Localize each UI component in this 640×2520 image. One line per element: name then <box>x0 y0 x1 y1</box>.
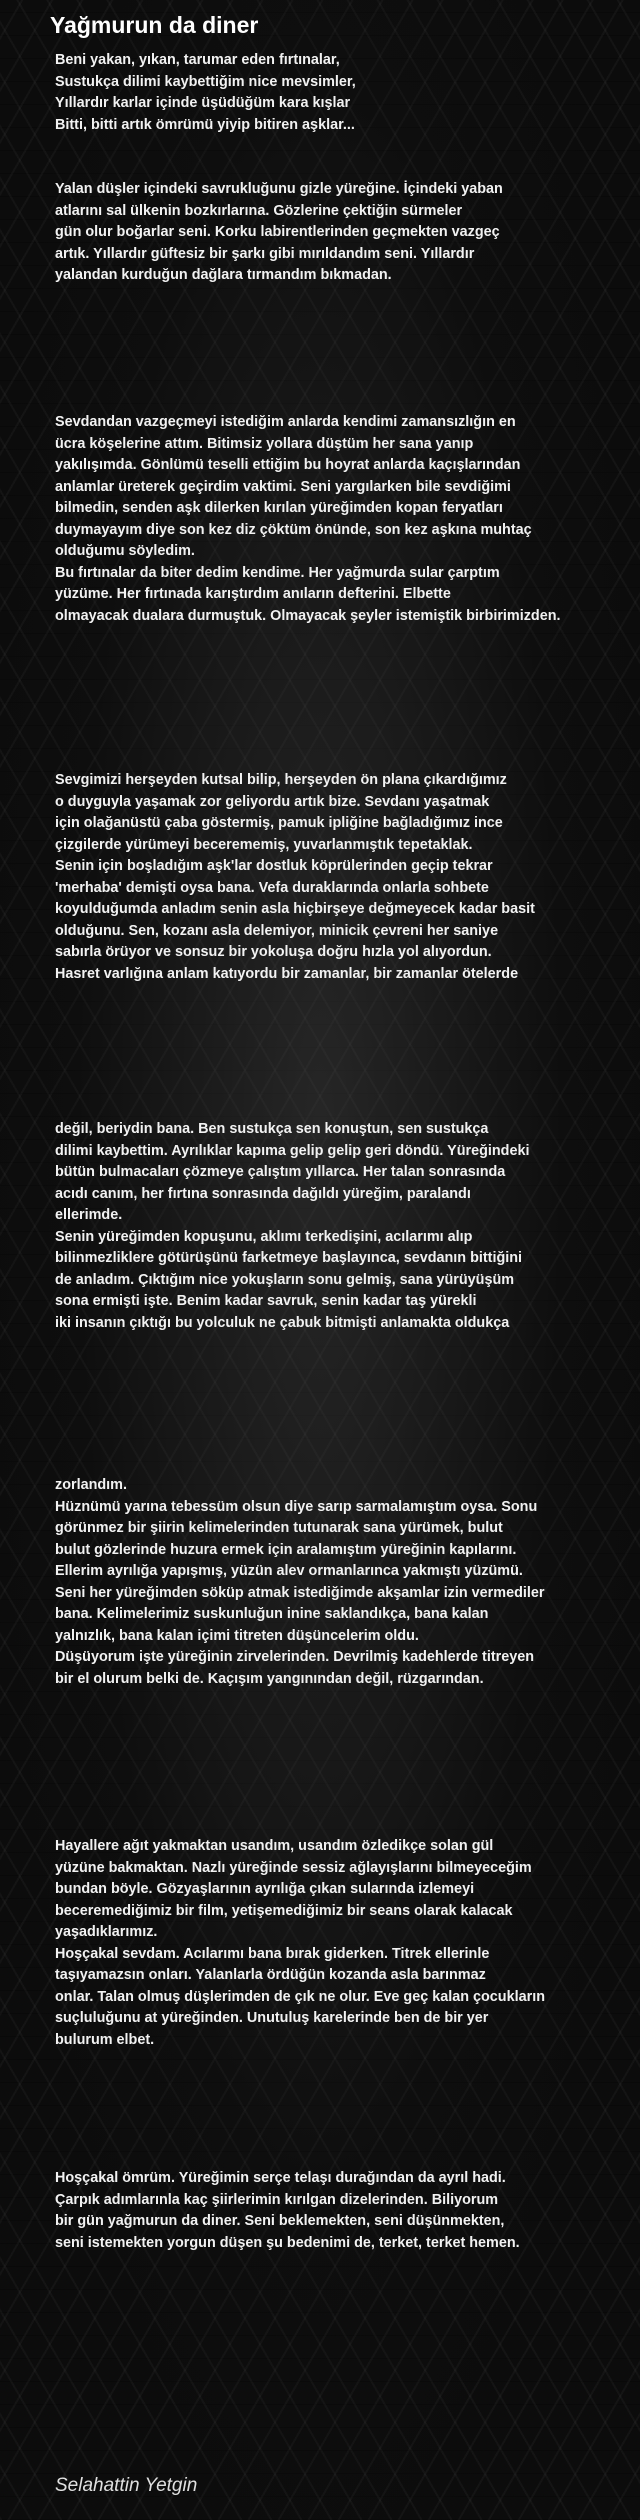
poem-line: Düşüyorum işte yüreğinin zirvelerinden. Devrilmiş kadehlerde titreyen <box>55 1649 535 1665</box>
poem-line: Senin yüreğimden kopuşunu, aklımı terkedişini, acılarımı alıp <box>55 1228 473 1245</box>
poem-line: bir el olurum belki de. Kaçışım yangınından değil, rüzgarından. <box>55 1670 484 1687</box>
poem-line: koyulduğumda anladım senin asla hiçbirşeye değmeyecek kadar basit <box>55 901 535 917</box>
poem-line: bir gün yağmurun da diner. Seni beklemekten, seni düşünmekten, <box>55 2213 505 2229</box>
poem-line: zorlandım. <box>55 1477 127 1493</box>
poem-line: Çarpık adımlarınla kaç şiirlerimin kırılgan dizelerinden. Biliyorum <box>55 2191 499 2208</box>
poem-line: taşıyamazsın onları. Yalanlarla ördüğün kozanda asla barınmaz <box>55 1967 486 1983</box>
poem-line: 'merhaba' demişti oysa bana. Vefa duraklarında onlarla sohbete <box>55 879 489 896</box>
poem-line: görünmez bir şiirin kelimelerinden tutunarak sana yürümek, bulut <box>55 1520 503 1536</box>
poem-line: Hoşçakal ömrüm. Yüreğimin serçe telaşı durağından da ayrıl hadi. <box>55 2170 506 2186</box>
poem-line: Bu fırtınalar da biter dedim kendime. Her yağmurda sular çarptım <box>55 564 500 581</box>
poem-line: o duyguyla yaşamak zor geliyordu artık bize. Sevdanı yaşatmak <box>55 793 490 810</box>
poem-line: ellerimde. <box>55 1207 123 1223</box>
poem-line: seni istemekten yorgun düşen şu bedenimi de, terket, terket hemen. <box>55 2234 520 2251</box>
poem-line: bundan böyle. Gözyaşlarının ayrılığa çıkan sularında izlemeyi <box>55 1881 475 1897</box>
poem-line: Hasret varlığına anlam katıyordu bir zamanlar, bir zamanlar ötelerde <box>55 965 519 982</box>
poem-line: olduğunu. Sen, kozanı asla delemiyor, minicik çevreni her saniye <box>55 922 499 939</box>
poem-line: duymayayım diye son kez diz çöktüm önünde, son kez aşkına muhtaç <box>55 521 532 538</box>
poem-line: için olağanüstü çaba göstermiş, pamuk ipliğine bağladığımız ince <box>55 815 503 831</box>
poem-line: acıdı canım, her fırtına sonrasında dağıldı yüreğim, paralandı <box>55 1185 471 1202</box>
poem-line: bulurum elbet. <box>55 2031 155 2048</box>
poem-line: suçluluğunu at yüreğinden. Unutuluş karelerinde ben de bir yer <box>55 2010 489 2026</box>
poem-line: beceremediğimiz bir film, yetişemediğimiz bir seans olarak kalacak <box>55 1902 513 1919</box>
poem-line: bilmedin, senden aşk dilerken kırılan yüreğimden kopan feryatları <box>55 500 503 516</box>
poem-line: yüzüne bakmaktan. Nazlı yüreğinde sessiz ağlayışlarını bilmeyeceğim <box>55 1859 532 1876</box>
poem-title: Yağmurun da diner <box>50 12 259 38</box>
poem-line: Yalan düşler içindeki savrukluğunu gizle yüreğine. İçindeki yaban <box>55 181 503 197</box>
poem-line: ücra köşelerine attım. Bitimsiz yollara düştüm her sana yanıp <box>55 435 474 452</box>
poem-line: Bitti, bitti artık ömrümü yiyip bitiren aşklar... <box>55 116 355 133</box>
poem-line: yakılışımda. Gönlümü teselli ettiğim bu hoyrat anlarda kaçışlarından <box>55 457 521 473</box>
poem-line: Seni her yüreğimden söküp atmak istediğimde akşamlar izin vermediler <box>55 1584 545 1601</box>
stanza-6 <box>55 1475 544 1690</box>
poem-line: bana. Kelimelerimiz suskunluğun inine saklandıkça, bana kalan <box>55 1606 489 1622</box>
poem-line: olmayacak dualara durmuştuk. Olmayacak şeyler istemiştik birbirimizden. <box>55 607 561 624</box>
poem-line: sabırla örüyor ve sonsuz bir yokoluşa doğru hızla yol alıyordun. <box>55 944 492 960</box>
poem-line: Senin için boşladığım aşk'lar dostluk köprülerinden geçip tekrar <box>55 858 493 874</box>
poem-line: gün olur boğarlar seni. Korku labirentlerinden geçmekten vazgeç <box>55 224 500 240</box>
poem-line: Ellerim ayrılığa yapışmış, yüzün alev ormanlarınca yakmıştı yüzümü. <box>55 1563 523 1579</box>
poem-line: değil, beriydin bana. Ben sustukça sen konuştun, sen sustukça <box>55 1121 489 1137</box>
stanza-5 <box>55 1119 529 1334</box>
poem-line: dilimi kaybettim. Ayrılıklar kapıma gelip gelip geri döndü. Yüreğindeki <box>55 1142 530 1159</box>
author-signature: Selahattin Yetgin <box>55 2475 198 2496</box>
poem-line: anlamlar üreterek geçirdim vaktimi. Seni yargılarken bile sevdiğimi <box>55 478 511 495</box>
poem-line: artık. Yıllardır güftesiz bir şarkı gibi mırıldandım seni. Yıllardır <box>55 245 475 262</box>
poem-line: de anladım. Çıktığım nice yokuşların sonu gelmiş, sana yürüyüşüm <box>55 1271 515 1288</box>
stanza-7 <box>55 1836 545 2051</box>
stanza-3 <box>55 412 561 627</box>
poem-line: Hüznümü yarına tebessüm olsun diye sarıp sarmalamıştım oysa. Sonu <box>55 1498 538 1515</box>
stanza-4 <box>55 770 535 985</box>
poem-line: Sustukça dilimi kaybettiğim nice mevsimler, <box>55 73 356 90</box>
poem-line: bilinmezliklere götürüşünü farketmeye başlayınca, sevdanın bittiğini <box>55 1250 523 1266</box>
stanza-2 <box>55 179 503 287</box>
poem-line: yüzüme. Her fırtınada karıştırdım anıların defterini. Elbette <box>55 586 451 602</box>
poem-line: bütün bulmacaları çözmeye çalıştım yıllarca. Her talan sonrasında <box>55 1164 506 1180</box>
poem-line: Hayallere ağıt yakmaktan usandım, usandım özledikçe solan gül <box>55 1838 494 1854</box>
poem-line: yalandan kurduğun dağlara tırmandım bıkmadan. <box>55 267 392 283</box>
poem-line: yaşadıklarımız. <box>55 1924 158 1940</box>
poem-line: olduğumu söyledim. <box>55 543 195 559</box>
poem-line: iki insanın çıktığı bu yolculuk ne çabuk bitmişti anlamakta oldukça <box>55 1314 510 1331</box>
poem-line: bulut gözlerinde huzura ermek için aralamıştım yüreğinin kapılarını. <box>55 1541 517 1558</box>
poem-line: Hoşçakal sevdam. Acılarımı bana bırak giderken. Titrek ellerinle <box>55 1945 490 1962</box>
poem-line: Yıllardır karlar içinde üşüdüğüm kara kışlar <box>55 95 351 111</box>
stanza-8 <box>55 2168 520 2254</box>
poem-line: onlar. Talan olmuş düşlerimden de çık ne olur. Eve geç kalan çocukların <box>55 1988 545 2005</box>
poem-line: Sevdandan vazgeçmeyi istediğim anlarda kendimi zamansızlığın en <box>55 414 516 430</box>
poem-line: Beni yakan, yıkan, tarumar eden fırtınalar, <box>55 52 340 68</box>
poem-line: sona ermişti işte. Benim kadar savruk, senin kadar taş yürekli <box>55 1293 477 1309</box>
stanza-1 <box>55 50 356 136</box>
poem-line: atlarını sal ülkenin bozkırlarına. Gözlerine çektiğin sürmeler <box>55 202 463 219</box>
poem-line: yalnızlık, bana kalan içimi titreten düşüncelerim oldu. <box>55 1627 419 1644</box>
poem-line: çizgilerde yürümeyi becerememiş, yuvarlanmıştık tepetaklak. <box>55 836 473 853</box>
poem-line: Sevgimizi herşeyden kutsal bilip, herşeyden ön plana çıkardığımız <box>55 772 507 788</box>
